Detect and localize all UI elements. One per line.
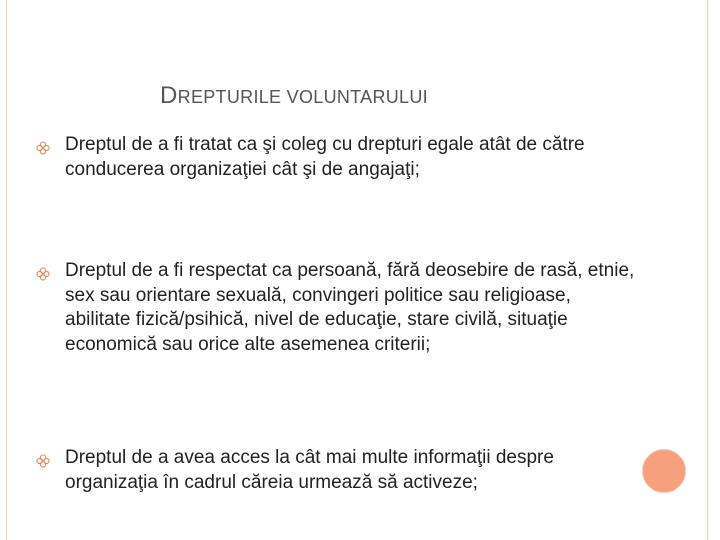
decorative-circle: [642, 449, 686, 493]
bullet-text: Dreptul de a fi respectat ca persoană, fără deosebire de rasă, etnie, sex sau orientare sexuală, convingeri politice sau religioase, abilitate fizică/psihică, nivel de educaţie, stare civilă, situaţie economică sau orice alte asemenea criterii;: [65, 260, 635, 355]
flower-bullet-icon: [36, 454, 50, 473]
bullet-text: Dreptul de a avea acces la cât mai multe informaţii despre organizaţia în cadrul căreia urmează să activeze;: [65, 447, 554, 493]
flower-bullet-icon: [36, 141, 50, 160]
bullet-text: Dreptul de a fi tratat ca şi coleg cu drepturi egale atât de către conducerea organizaţiei cât şi de angajaţi;: [65, 134, 585, 180]
slide-title-rest: REPTURILE VOLUNTARULUI: [177, 87, 428, 107]
slide-title-initial: D: [160, 82, 178, 109]
flower-bullet-icon: [36, 267, 50, 286]
